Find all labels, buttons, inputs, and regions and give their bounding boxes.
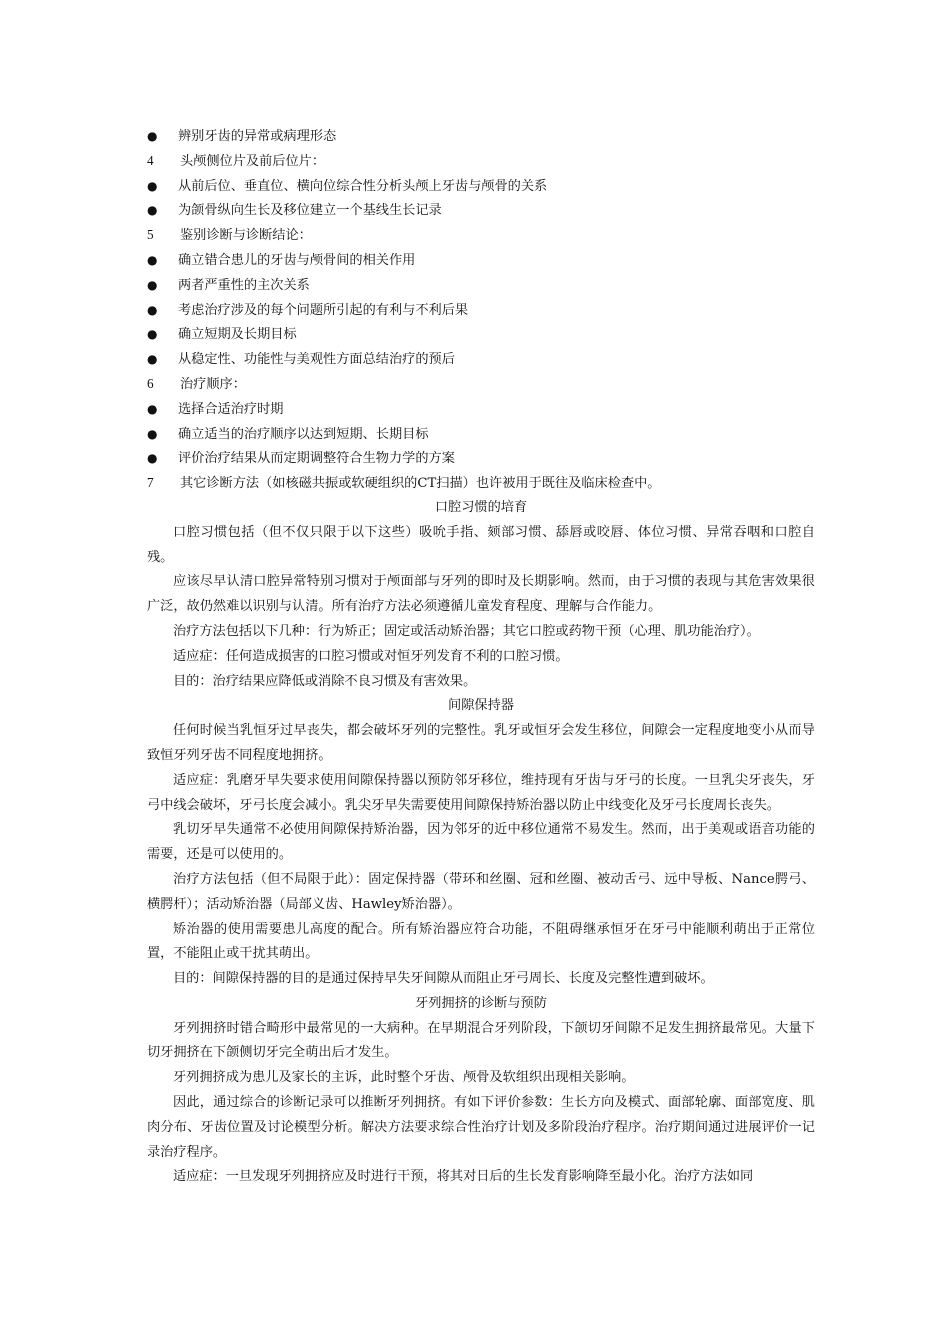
numbered-item [147,471,815,496]
numbered-text: 其它诊断方法（如核磁共振或软硬组织的CT扫描）也许被用于既往及临床检查中。 [180,476,661,492]
paragraph: 适应症：乳磨牙早失要求使用间隙保持器以预防邻牙移位，维持现有牙齿与牙弓的长度。一旦乳尖牙丧失，牙弓中线会破坏，牙弓长度会减小。乳尖牙早失需要使用间隙保持矫治器以防止中线变化及牙弓长度周长丧失。 [147,772,815,813]
paragraph: 应该尽早认清口腔异常特别习惯对于颅面部与牙列的即时及长期影响。然而，由于习惯的表现与其危害效果很广泛，故仍然难以识别与认清。所有治疗方法必须遵循儿童发育程度、理解与合作能力。 [147,574,815,615]
bullet-item [147,397,815,422]
paragraph: 目的：治疗结果应降低或消除不良习惯及有害效果。 [173,673,477,689]
numbered-item [147,223,815,248]
numbered-item [147,149,815,174]
paragraph: 治疗方法包括以下几种：行为矫正；固定或活动矫治器；其它口腔或药物干预（心理、肌功能治疗）。 [173,623,760,639]
bullet-icon: ● [147,451,158,466]
bullet-icon: ● [147,203,158,218]
bullet-text: 选择合适治疗时期 [178,401,284,417]
paragraph: 乳切牙早失通常不必使用间隙保持矫治器，因为邻牙的近中移位通常不易发生。然而，出于美观或语音功能的需要，还是可以使用的。 [147,822,815,863]
bullet-text: 确立错合患儿的牙齿与颅骨间的相关作用 [178,252,416,268]
bullet-item [147,422,815,447]
paragraph: 口腔习惯包括（但不仅只限于以下这些）吸吮手指、颏部习惯、舔唇或咬唇、体位习惯、异常吞咽和口腔自残。 [147,524,815,565]
section-heading: 牙列拥挤的诊断与预防 [415,995,547,1011]
bullet-text: 确立适当的治疗顺序以达到短期、长期目标 [178,426,429,442]
paragraph: 牙列拥挤成为患儿及家长的主诉，此时整个牙齿、颅骨及软组织出现相关影响。 [173,1070,635,1086]
section-heading: 间隙保持器 [448,698,514,714]
paragraph: 牙列拥挤时错合畸形中最常见的一大病种。在早期混合牙列阶段，下颌切牙间隙不足发生拥挤最常见。大量下切牙拥挤在下颌侧切牙完全萌出后才发生。 [147,1020,815,1061]
bullet-item [147,446,815,471]
paragraph: 因此，通过综合的诊断记录可以推断牙列拥挤。有如下评价参数：生长方向及模式、面部轮廓、面部宽度、肌肉分布、牙齿位置及讨论模型分析。解决方法要求综合性治疗计划及多阶段治疗程序。治疗期间通过进展评价一记录治疗程序。 [147,1095,815,1160]
document-body [147,124,815,1190]
bullet-item [147,198,815,223]
bullet-item [147,124,815,149]
paragraph: 任何时候当乳恒牙过早丧失，都会破坏牙列的完整性。乳牙或恒牙会发生移位，间隙会一定程度地变小从而导致恒牙列牙齿不同程度地拥挤。 [147,723,815,763]
bullet-icon: ● [147,277,158,292]
bullet-icon: ● [147,352,158,367]
item-number: 5 [147,227,154,243]
item-number: 4 [147,152,154,168]
bullet-icon: ● [147,401,158,416]
numbered-text: 治疗顺序： [180,376,246,392]
item-number: 6 [147,375,154,391]
bullet-item [147,248,815,273]
bullet-icon: ● [147,178,158,193]
bullet-text: 确立短期及长期目标 [178,327,297,343]
bullet-icon: ● [147,252,158,267]
bullet-text: 从稳定性、功能性与美观性方面总结治疗的预后 [178,352,455,368]
bullet-item [147,322,815,347]
paragraph: 治疗方法包括（但不局限于此）：固定保持器（带环和丝圈、冠和丝圈、被动舌弓、远中导板、Nance腭弓、横腭杆）；活动矫治器（局部义齿、Hawley矫治器）。 [147,871,815,912]
paragraph: 目的：间隙保持器的目的是通过保持早失牙间隙从而阻止牙弓周长、长度及完整性遭到破坏。 [173,971,714,987]
bullet-icon: ● [147,302,158,317]
numbered-text: 头颅侧位片及前后位片： [180,153,326,169]
bullet-item [147,174,815,199]
item-number: 7 [147,475,154,491]
bullet-item [147,298,815,323]
paragraph: 适应症：一旦发现牙列拥挤应及时进行干预，将其对日后的生长发育影响降至最小化。治疗方法如同 [173,1169,754,1185]
paragraph: 矫治器的使用需要患儿高度的配合。所有矫治器应符合功能，不阻碍继承恒牙在牙弓中能顺利萌出于正常位置，不能阻止或干扰其萌出。 [147,921,815,962]
bullet-item [147,347,815,372]
numbered-item [147,372,815,397]
bullet-text: 为颌骨纵向生长及移位建立一个基线生长记录 [178,203,442,219]
bullet-text: 评价治疗结果从而定期调整符合生物力学的方案 [178,451,455,467]
bullet-icon: ● [147,426,158,441]
bullet-item [147,273,815,298]
bullet-text: 从前后位、垂直位、横向位综合性分析头颅上牙齿与颅骨的关系 [178,178,548,194]
paragraph: 适应症：任何造成损害的口腔习惯或对恒牙列发育不利的口腔习惯。 [173,648,569,664]
bullet-icon: ● [147,129,158,143]
bullet-text: 两者严重性的主次关系 [178,277,310,293]
section-heading: 口腔习惯的培育 [434,499,528,515]
bullet-icon: ● [147,327,158,342]
bullet-text: 考虑治疗涉及的每个问题所引起的有利与不利后果 [178,302,469,318]
numbered-text: 鉴别诊断与诊断结论： [180,228,312,244]
bullet-text: 辨别牙齿的异常或病理形态 [178,129,337,144]
